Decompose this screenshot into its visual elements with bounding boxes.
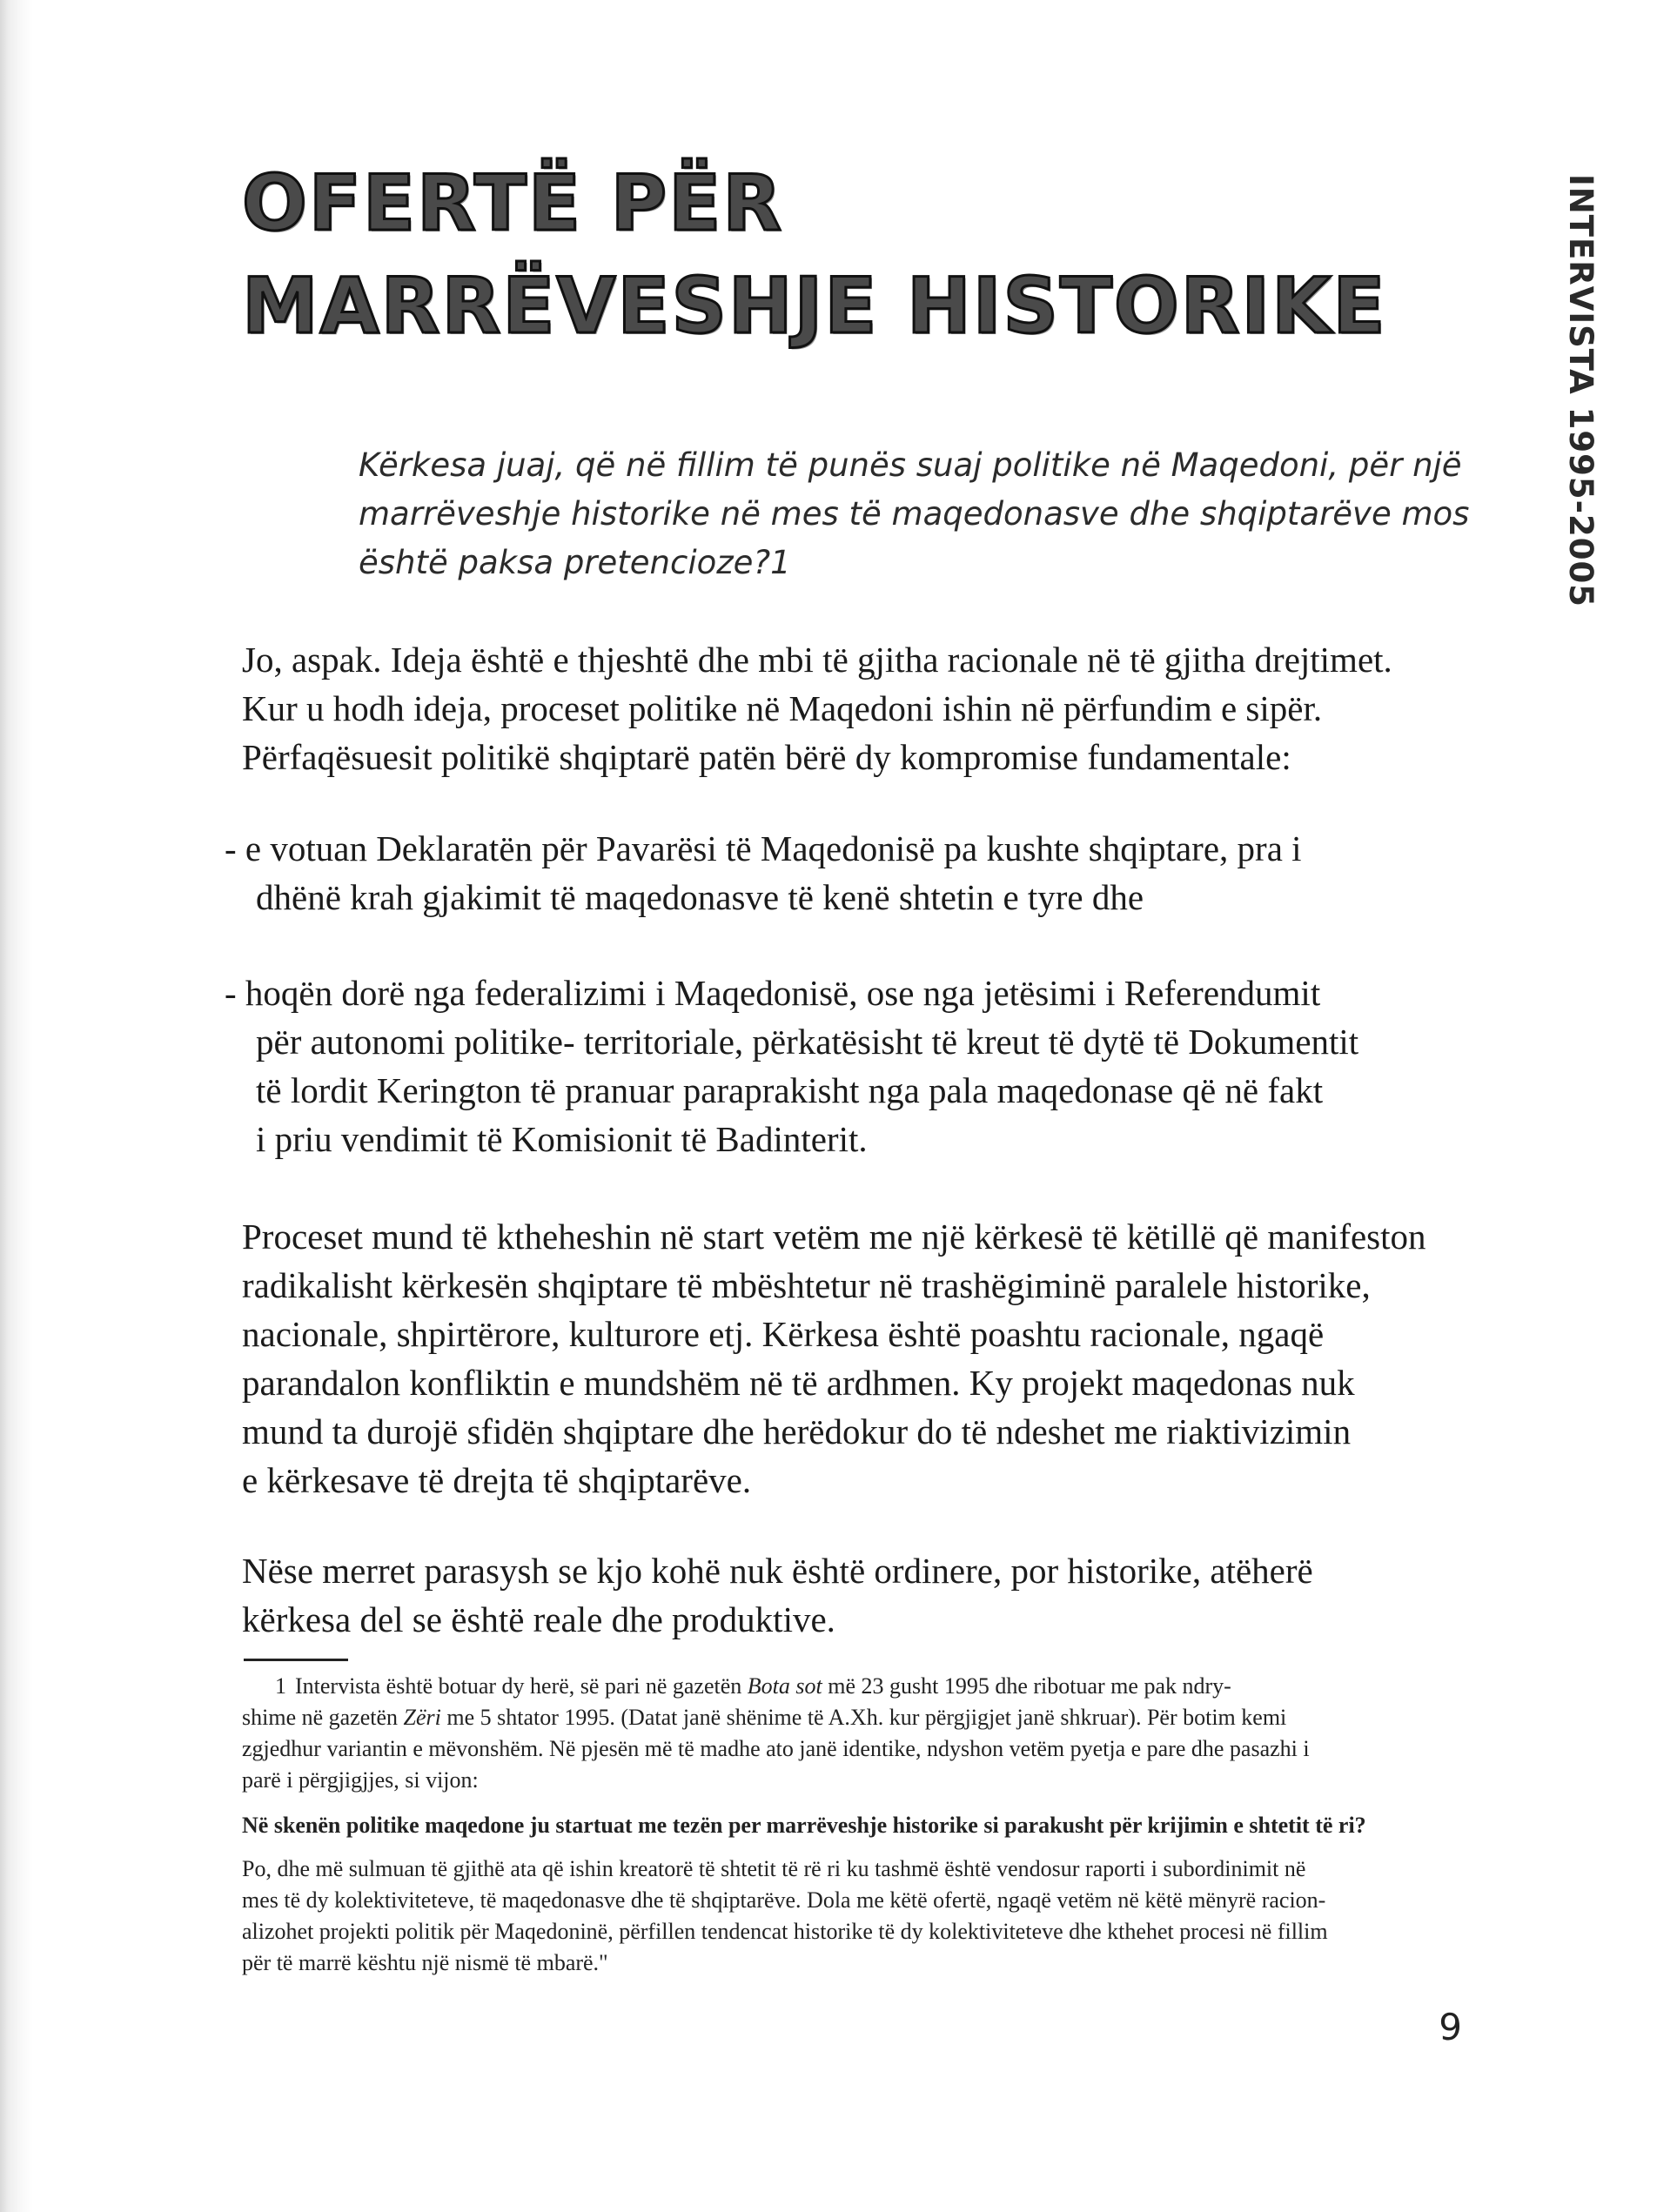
page-number: 9	[1439, 2006, 1462, 2048]
footnote-answer-line: alizohet projekti politik për Maqedoninë, përfillen tendencat historike të dy kolektiviteteve dhe kthehet procesi në fillim	[242, 1919, 1328, 1944]
footnote-answer-line: mes të dy kolektiviteteve, të maqedonasve dhe të shqiptarëve. Dola me këtë ofertë, ngaqë vetëm në këtë mënyrë racion-	[242, 1887, 1326, 1913]
question-line: marrëveshje historike në mes të maqedonasve dhe shqiptarëve mos	[359, 495, 1470, 533]
body-line: radikalisht kërkesën shqiptare të mbështetur në trashëgiminë paralele historike,	[242, 1265, 1371, 1305]
body-line: Proceset mund të ktheheshin në start vetëm me një kërkesë të këtillë që manifeston	[242, 1217, 1426, 1257]
question-line: Kërkesa juaj, që në fillim të punës suaj politike në Maqedoni, për një	[359, 446, 1462, 484]
bullet-line: të lordit Kerington të pranuar paraprakisht nga pala maqedonase që në fakt	[256, 1070, 1324, 1110]
bullet-line: - hoqën dorë nga federalizimi i Maqedonisë, ose nga jetësimi i Referendumit	[225, 973, 1321, 1013]
answer-bullet-1	[225, 824, 1460, 922]
answer-paragraph-3	[242, 1546, 1460, 1644]
footnote-text: shime në gazetën	[242, 1705, 404, 1730]
footnote-line	[242, 1671, 1460, 1702]
footnote-line	[242, 1702, 1460, 1733]
title-line-1: OFERTË PËR	[242, 158, 783, 248]
body-line: Përfaqësuesit politikë shqiptarë patën bërë dy kompromise fundamentale:	[242, 737, 1291, 777]
page-title	[242, 152, 1417, 358]
footnote-answer	[242, 1853, 1460, 1979]
newspaper-name: Zëri	[403, 1705, 441, 1730]
body-line: e kërkesave të drejta të shqiptarëve.	[242, 1460, 752, 1500]
newspaper-name: Bota sot	[747, 1673, 822, 1699]
footnote-text: më 23 gusht 1995 dhe ribotuar me pak ndry-	[822, 1673, 1231, 1699]
bullet-line: për autonomi politike- territoriale, përkatësisht të kreut të dytë të Dokumentit	[256, 1022, 1359, 1062]
footnote-question	[242, 1810, 1460, 1841]
body-line: Jo, aspak. Ideja është e thjeshtë dhe mbi të gjitha racionale në të gjitha drejtimet.	[242, 640, 1392, 680]
footnote-question-line: Në skenën politike maqedone ju startuat me tezën per marrëveshje historike si parakusht për krijimin e shtetit të ri?	[242, 1813, 1366, 1838]
footnote-block	[242, 1671, 1460, 1796]
footnote-text: Intervista është botuar dy herë, së pari në gazetën	[295, 1673, 748, 1699]
bullet-line: - e votuan Deklaratën për Pavarësi të Maqedonisë pa kushte shqiptare, pra i	[225, 828, 1302, 868]
body-line: Nëse merret parasysh se kjo kohë nuk është ordinere, por historike, atëherë	[242, 1551, 1313, 1591]
question-line: është paksa pretencioze?1	[359, 544, 791, 581]
scan-shadow-edge	[0, 0, 33, 2212]
footnote-answer-line: për të marrë kështu një nismë të mbarë."	[242, 1950, 608, 1975]
footnote-answer-line: Po, dhe më sulmuan të gjithë ata që ishin kreatorë të shtetit të rë ri ku tashmë është vendosur raporti i subordinimit në	[242, 1856, 1306, 1881]
body-line: parandalon konfliktin e mundshëm në të ardhmen. Ky projekt maqedonas nuk	[242, 1363, 1355, 1403]
body-line: Kur u hodh ideja, proceset politike në Maqedoni ishin në përfundim e sipër.	[242, 688, 1323, 728]
footnote-number: 1	[275, 1673, 286, 1699]
bullet-line: i priu vendimit të Komisionit të Badinterit.	[256, 1119, 868, 1159]
footnote-line: zgjedhur variantin e mëvonshëm. Në pjesën më të madhe ato janë identike, ndyshon vetëm pyetja e pare dhe pasazhi i	[242, 1736, 1310, 1761]
answer-bullet-2	[225, 969, 1460, 1163]
body-line: mund ta durojë sfidën shqiptare dhe herëdokur do të ndeshet me riaktivizimin	[242, 1411, 1352, 1451]
bullet-line: dhënë krah gjakimit të maqedonasve të kenë shtetin e tyre dhe	[256, 877, 1144, 917]
footnote-line: parë i përgjigjjes, si vijon:	[242, 1767, 479, 1793]
title-line-2: MARRËVESHJE HISTORIKE	[242, 261, 1387, 351]
body-line: kërkesa del se është reale dhe produktive.	[242, 1599, 835, 1639]
body-line: nacionale, shpirtërore, kulturore etj. Kërkesa është poashtu racionale, ngaqë	[242, 1314, 1325, 1354]
footnote-divider	[244, 1659, 348, 1661]
interview-question	[359, 441, 1470, 587]
running-head: INTERVISTA 1995-2005	[1562, 174, 1600, 607]
answer-intro	[242, 635, 1460, 781]
answer-paragraph-2	[242, 1212, 1460, 1505]
footnote-text: me 5 shtator 1995. (Datat janë shënime të A.Xh. kur përgjigjet janë shkruar). Për botim kemi	[440, 1705, 1287, 1730]
